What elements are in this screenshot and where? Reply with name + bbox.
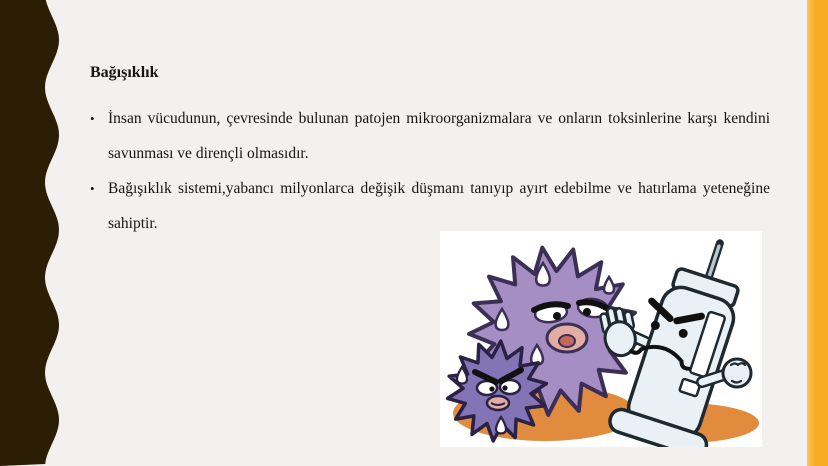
sidebar-wave-path <box>0 0 59 466</box>
bullet-list <box>90 101 770 241</box>
accent-stripe <box>807 0 828 466</box>
bullet-icon: • <box>90 181 95 196</box>
illustration-box <box>440 231 762 447</box>
large-germ-snout <box>547 324 587 352</box>
slide-text-block <box>90 62 770 241</box>
bullet-icon: • <box>90 111 95 126</box>
fist-icon <box>723 359 751 387</box>
slide-title: Bağışıklık <box>90 64 159 81</box>
germs-vs-syringe-illustration <box>440 231 762 447</box>
bullet-text: Bağışıklık sistemi,yabancı milyonlarca değişik düşmanı tanıyıp ayırt edebilme ve hatırlama yeteneğine sahiptir. <box>108 180 770 232</box>
bullet-text: İnsan vücudunun, çevresinde bulunan patojen mikroorganizmalara ve onların toksinlerine karşı kendini savunması ve dirençli olmasıdır. <box>108 110 770 162</box>
sidebar-wave-shape <box>0 0 70 466</box>
list-item <box>90 101 770 171</box>
